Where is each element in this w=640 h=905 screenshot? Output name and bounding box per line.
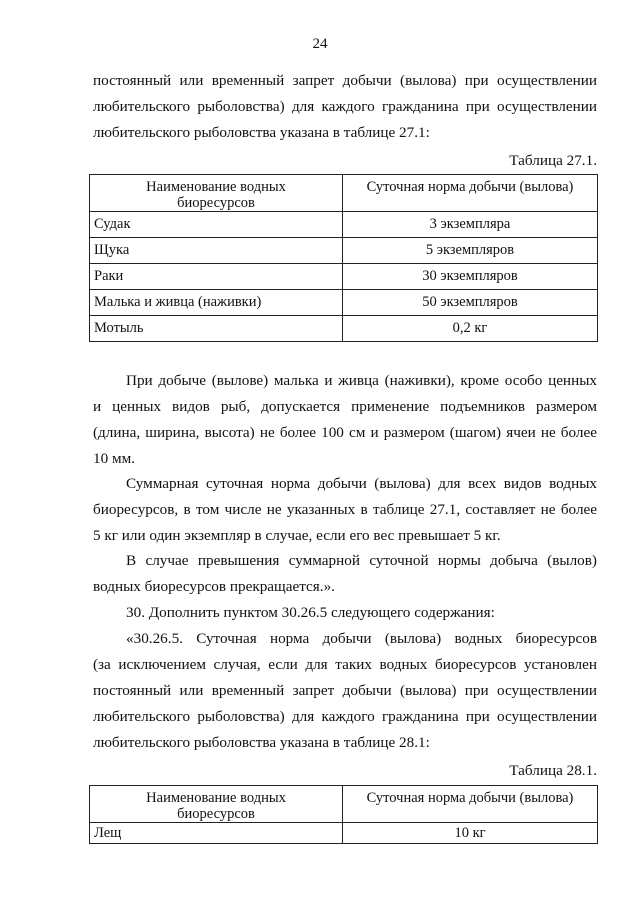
- row-name: Лещ: [90, 823, 343, 844]
- table-27-1-caption-wrap: [93, 148, 597, 174]
- header-norm-cell: Суточная норма добычи (вылова): [343, 786, 598, 823]
- row-name: Малька и живца (наживки): [90, 290, 343, 316]
- table-caption: Таблица 28.1.: [509, 762, 597, 779]
- row-name: Судак: [90, 212, 343, 238]
- table-header-row: [90, 786, 598, 823]
- table-row: [90, 264, 598, 290]
- table-header-row: [90, 175, 598, 212]
- row-norm: 3 экземпляра: [343, 212, 598, 238]
- text-line: (длина, ширина, высота) не более 100 см и размером (шагом) ячеи не более: [93, 424, 597, 441]
- header-name-cell: Наименование водных биоресурсов: [90, 786, 343, 823]
- text-line: и ценных видов рыб, допускается применение подъемников размером: [93, 398, 597, 415]
- paragraph-exceed: [93, 548, 597, 600]
- row-norm: 0,2 кг: [343, 316, 598, 342]
- text-line: любительского рыболовства указана в таблице 28.1:: [93, 734, 430, 751]
- text-line: «30.26.5. Суточная норма добычи (вылова) водных биоресурсов: [126, 630, 597, 647]
- header-name-cell: Наименование водных биоресурсов: [90, 175, 343, 212]
- table-row: [90, 823, 598, 844]
- text-line: любительского рыболовства указана в таблице 27.1:: [93, 124, 430, 141]
- table-row: [90, 290, 598, 316]
- table-28-1: [89, 785, 598, 844]
- page-number: 24: [312, 36, 328, 52]
- text-line: любительского рыболовства) для каждого гражданина при осуществлении: [93, 98, 597, 115]
- header-norm-cell: Суточная норма добычи (вылова): [343, 175, 598, 212]
- text-line: 10 мм.: [93, 450, 136, 467]
- row-name: Раки: [90, 264, 343, 290]
- text-line: водных биоресурсов прекращается.».: [93, 578, 335, 595]
- row-norm: 30 экземпляров: [343, 264, 598, 290]
- text-line: 30. Дополнить пунктом 30.26.5 следующего содержания:: [126, 604, 495, 621]
- text-line: 5 кг или один экземпляр в случае, если его вес превышает 5 кг.: [93, 527, 501, 544]
- text-line: При добыче (вылове) малька и живца (наживки), кроме особо ценных: [126, 372, 597, 389]
- table-27-1: [89, 174, 598, 342]
- paragraph-total-norm: [93, 471, 597, 549]
- table-28-1-caption-wrap: [93, 758, 597, 784]
- table-caption: Таблица 27.1.: [509, 152, 597, 169]
- table-row: [90, 316, 598, 342]
- row-norm: 10 кг: [343, 823, 598, 844]
- table-row: [90, 212, 598, 238]
- intro-paragraph: [93, 68, 597, 146]
- text-line: постоянный или временный запрет добычи (вылова) при осуществлении: [93, 682, 597, 699]
- paragraph-lift-nets: [93, 368, 597, 472]
- table-row: [90, 238, 598, 264]
- table-28-1-wrap: [89, 785, 593, 844]
- row-name: Мотыль: [90, 316, 343, 342]
- paragraph-30-26-5: [93, 626, 597, 756]
- row-name: Щука: [90, 238, 343, 264]
- text-line: (за исключением случая, если для таких водных биоресурсов установлен: [93, 656, 597, 673]
- row-norm: 50 экземпляров: [343, 290, 598, 316]
- paragraph-amend: [93, 600, 597, 626]
- text-line: любительского рыболовства) для каждого гражданина при осуществлении: [93, 708, 597, 725]
- text-line: Суммарная суточная норма добычи (вылова) для всех видов водных: [126, 475, 597, 492]
- text-line: В случае превышения суммарной суточной нормы добыча (вылов): [126, 552, 597, 569]
- text-line: постоянный или временный запрет добычи (вылова) при осуществлении: [93, 72, 597, 89]
- row-norm: 5 экземпляров: [343, 238, 598, 264]
- table-27-1-wrap: [89, 174, 593, 342]
- text-line: биоресурсов, в том числе не указанных в таблице 27.1, составляет не более: [93, 501, 597, 518]
